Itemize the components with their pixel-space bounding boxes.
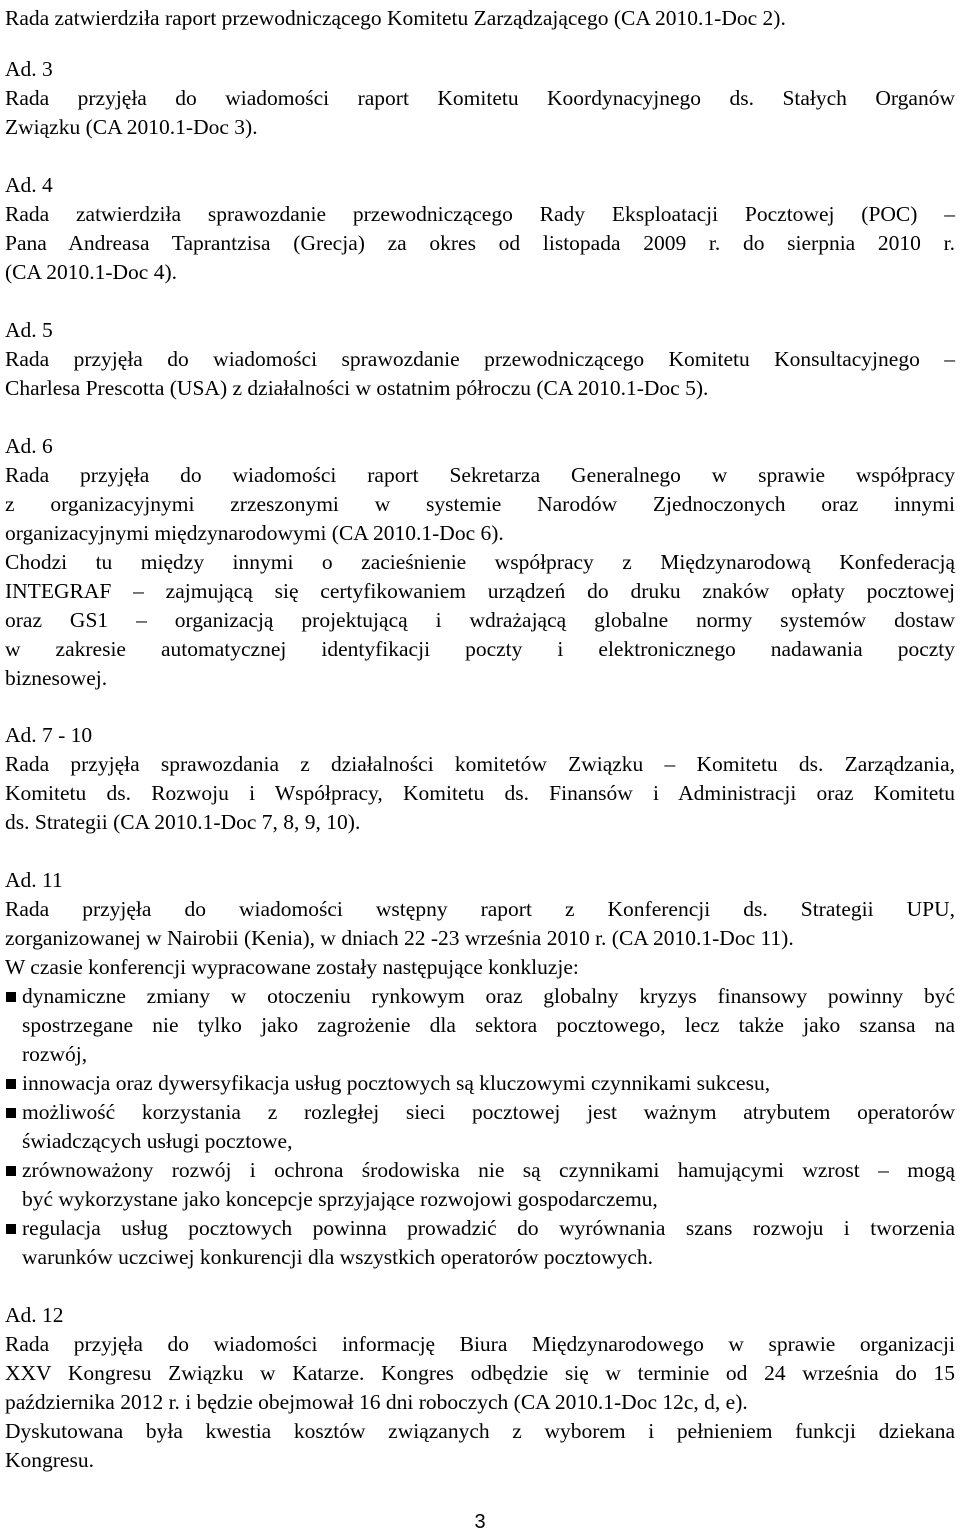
- ad5-paragraph-line: Charlesa Prescotta (USA) z działalności w ostatnim półroczu (CA 2010.1-Doc 5).: [5, 376, 709, 400]
- ad12-paragraph-line: października 2012 r. i będzie obejmował 16 dni roboczych (CA 2010.1-Doc 12c, d, e).: [5, 1390, 748, 1414]
- square-bullet-icon: [6, 992, 16, 1002]
- ad12-paragraph-line: Kongresu.: [5, 1448, 94, 1472]
- ad4-heading: Ad. 4: [5, 173, 53, 197]
- ad6-paragraph-line: Chodzi tu między innymi o zacieśnienie współpracy z Międzynarodową Konfederacją: [5, 550, 955, 574]
- list-item-line: regulacja usług pocztowych powinna prowadzić do wyrównania szans rozwoju i tworzenia: [22, 1216, 955, 1240]
- ad7-10-paragraph-line: Rada przyjęła sprawozdania z działalności komitetów Związku – Komitetu ds. Zarządzania,: [5, 752, 955, 776]
- list-item-line: możliwość korzystania z rozległej sieci pocztowej jest ważnym atrybutem operatorów: [22, 1100, 955, 1124]
- list-item-line: dynamiczne zmiany w otoczeniu rynkowym oraz globalny kryzys finansowy powinny być: [22, 984, 955, 1008]
- ad4-paragraph-line: (CA 2010.1-Doc 4).: [5, 260, 177, 284]
- list-item-line: spostrzegane nie tylko jako zagrożenie dla sektora pocztowego, lecz także jako szansa na: [22, 1013, 955, 1037]
- ad6-paragraph-line: Rada przyjęła do wiadomości raport Sekretarza Generalnego w sprawie współpracy: [5, 463, 955, 487]
- square-bullet-icon: [6, 1108, 16, 1118]
- list-item-line: innowacja oraz dywersyfikacja usług pocztowych są kluczowymi czynnikami sukcesu,: [22, 1071, 771, 1095]
- ad12-paragraph-line: Dyskutowana była kwestia kosztów związanych z wyborem i pełnieniem funkcji dziekana: [5, 1419, 955, 1443]
- ad6-paragraph-line: INTEGRAF – zajmującą się certyfikowaniem urządzeń do druku znaków opłaty pocztowej: [5, 579, 955, 603]
- list-item-line: rozwój,: [22, 1042, 88, 1066]
- ad6-paragraph-line: w zakresie automatycznej identyfikacji poczty i elektronicznego nadawania poczty: [5, 637, 955, 661]
- ad11-paragraph-line: Rada przyjęła do wiadomości wstępny raport z Konferencji ds. Strategii UPU,: [5, 897, 955, 921]
- ad12-paragraph-line: Rada przyjęła do wiadomości informację Biura Międzynarodowego w sprawie organizacji: [5, 1332, 955, 1356]
- list-item-line: być wykorzystane jako koncepcje sprzyjające rozwojowi gospodarczemu,: [22, 1187, 658, 1211]
- ad12-paragraph-line: XXV Kongresu Związku w Katarze. Kongres odbędzie się w terminie od 24 września do 15: [5, 1361, 955, 1385]
- list-item-line: warunków uczciwej konkurencji dla wszystkich operatorów pocztowych.: [22, 1245, 654, 1269]
- ad4-paragraph-line: Pana Andreasa Taprantzisa (Grecja) za okres od listopada 2009 r. do sierpnia 2010 r.: [5, 231, 955, 255]
- ad6-paragraph-line: biznesowej.: [5, 666, 108, 690]
- ad4-paragraph-line: Rada zatwierdziła sprawozdanie przewodniczącego Rady Eksploatacji Pocztowej (POC) –: [5, 202, 955, 226]
- ad3-paragraph-line: Rada przyjęła do wiadomości raport Komitetu Koordynacyjnego ds. Stałych Organów: [5, 86, 955, 110]
- ad6-paragraph-line: organizacyjnymi międzynarodowymi (CA 2010.1-Doc 6).: [5, 521, 504, 545]
- ad12-heading: Ad. 12: [5, 1303, 64, 1327]
- square-bullet-icon: [6, 1079, 16, 1089]
- ad7-10-paragraph-line: Komitetu ds. Rozwoju i Współpracy, Komitetu ds. Finansów i Administracji oraz Komitetu: [5, 781, 955, 805]
- ad6-heading: Ad. 6: [5, 434, 53, 458]
- ad5-paragraph-line: Rada przyjęła do wiadomości sprawozdanie przewodniczącego Komitetu Konsultacyjnego –: [5, 347, 955, 371]
- ad6-paragraph-line: z organizacyjnymi zrzeszonymi w systemie Narodów Zjednoczonych oraz innymi: [5, 492, 955, 516]
- page-number: 3: [474, 1511, 486, 1533]
- ad6-paragraph-line: oraz GS1 – organizacją projektującą i wdrażającą globalne normy systemów dostaw: [5, 608, 955, 632]
- list-item-line: zrównoważony rozwój i ochrona środowiska nie są czynnikami hamującymi wzrost – mogą: [22, 1158, 955, 1182]
- square-bullet-icon: [6, 1224, 16, 1234]
- ad7-10-paragraph-line: ds. Strategii (CA 2010.1-Doc 7, 8, 9, 10).: [5, 810, 361, 834]
- ad11-paragraph-line: W czasie konferencji wypracowane zostały następujące konkluzje:: [5, 955, 579, 979]
- ad11-heading: Ad. 11: [5, 868, 63, 892]
- square-bullet-icon: [6, 1166, 16, 1176]
- intro-paragraph-line: Rada zatwierdziła raport przewodniczącego Komitetu Zarządzającego (CA 2010.1-Doc 2).: [5, 6, 786, 30]
- ad3-heading: Ad. 3: [5, 57, 53, 81]
- ad5-heading: Ad. 5: [5, 318, 53, 342]
- ad11-paragraph-line: zorganizowanej w Nairobii (Kenia), w dniach 22 -23 września 2010 r. (CA 2010.1-Doc 11).: [5, 926, 794, 950]
- list-item-line: świadczących usługi pocztowe,: [22, 1129, 293, 1153]
- ad7-10-heading: Ad. 7 - 10: [5, 723, 93, 747]
- ad3-paragraph-line: Związku (CA 2010.1-Doc 3).: [5, 115, 258, 139]
